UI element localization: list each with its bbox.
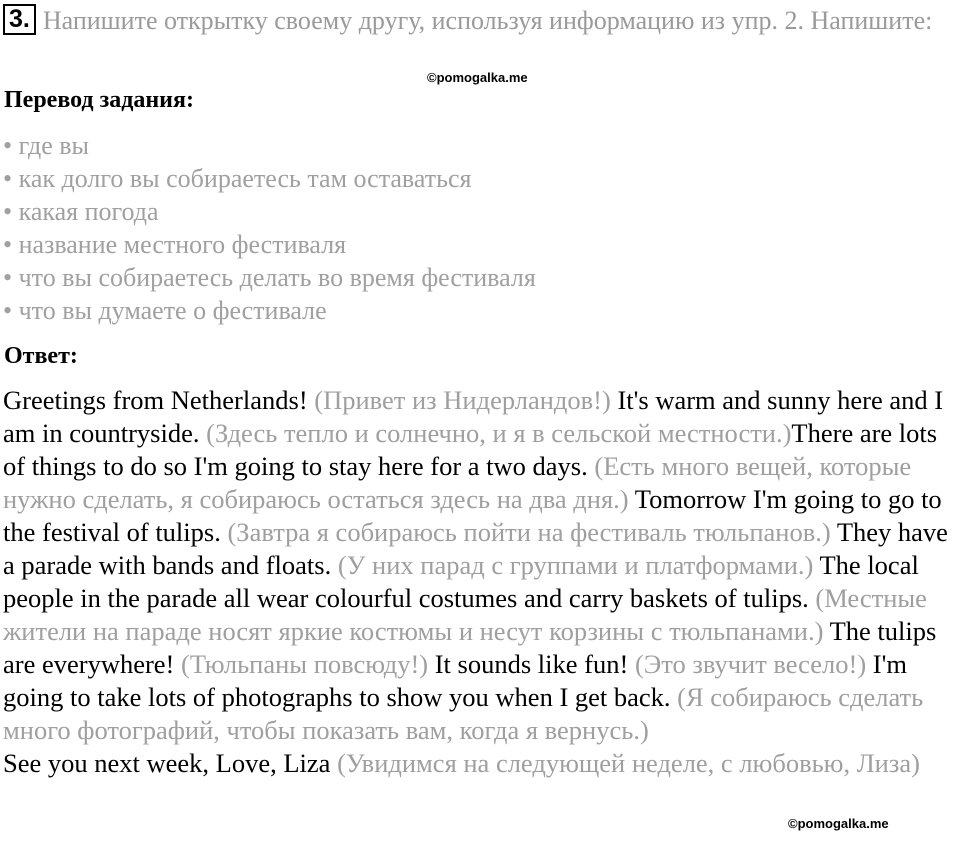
answer-translation: (Завтра я собираюсь пойти на фестиваль тюльпанов.)	[227, 517, 837, 547]
list-item: • название местного фестиваля	[3, 228, 536, 261]
answer-english: They have a parade with bands and floats.	[3, 517, 948, 580]
answer-english: The local people in the parade all wear colourful costumes and carry baskets of tulips.	[3, 550, 919, 613]
answer-english: It's warm and sunny here and I am in countryside.	[3, 385, 944, 448]
list-item: • что вы собираетесь делать во время фестиваля	[3, 261, 536, 294]
answer-translation: (Есть много вещей, которые нужно сделать, я собираюсь остаться здесь на два дня.)	[3, 451, 912, 514]
list-item: • как долго вы собираетесь там оставаться	[3, 162, 536, 195]
task-statement	[3, 4, 953, 37]
closing-english: See you next week, Love, Liza	[3, 748, 338, 778]
list-item: • какая погода	[3, 195, 536, 228]
watermark: ©pomogalka.me	[427, 70, 528, 85]
answer-english: The tulips are everywhere!	[3, 616, 937, 679]
answer-english: There are lots of things to do so I'm going to stay here for a two days.	[3, 418, 938, 481]
answer-translation: (Я собираюсь сделать много фотографий, чтобы показать вам, когда я вернусь.)	[3, 682, 924, 745]
answer-english: Greetings from Netherlands!	[3, 385, 315, 415]
answer-translation: (Здесь тепло и солнечно, и я в сельской местности.)	[206, 418, 792, 448]
list-item: • что вы думаете о фестивале	[3, 294, 536, 327]
answer-heading: Ответ:	[4, 343, 78, 369]
list-item: • где вы	[3, 129, 536, 162]
answer-english: It sounds like fun!	[434, 649, 635, 679]
answer-text	[3, 384, 960, 780]
translation-heading: Перевод задания:	[4, 87, 194, 113]
task-number: 3.	[3, 4, 36, 35]
answer-english: I'm going to take lots of photographs to show you when I get back.	[3, 649, 907, 712]
watermark: ©pomogalka.me	[788, 816, 889, 831]
answer-translation: (Тюльпаны повсюду!)	[181, 649, 435, 679]
answer-translation: (Это звучит весело!)	[634, 649, 873, 679]
closing-translation: (Увидимся на следующей неделе, с любовью, Лиза)	[337, 748, 920, 778]
task-text: Напишите открытку своему другу, используя информацию из упр. 2. Напишите:	[42, 6, 933, 35]
answer-translation: (Привет из Нидерландов!)	[314, 385, 618, 415]
answer-english: Tomorrow I'm going to go to the festival of tulips.	[3, 484, 942, 547]
answer-translation: (У них парад с группами и платформами.)	[337, 550, 820, 580]
answer-translation: (Местные жители на параде носят яркие костюмы и несут корзины с тюльпанами.)	[3, 583, 927, 646]
translation-list	[3, 129, 536, 327]
